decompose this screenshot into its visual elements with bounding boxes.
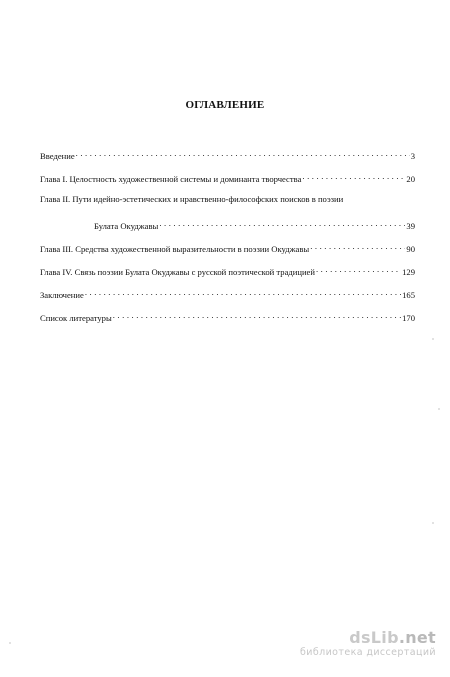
toc-entry-title: Булата Окуджавы	[94, 221, 159, 231]
scan-speck	[432, 522, 434, 524]
toc-entry	[40, 264, 415, 278]
toc-entry	[40, 194, 415, 205]
scan-speck	[432, 338, 434, 340]
toc-entry	[40, 241, 415, 255]
toc-entry-page: 20	[406, 174, 415, 184]
toc-entry-title: Глава IV. Связь поэзии Булата Окуджавы с русской поэтической традицией	[40, 267, 315, 277]
toc-entry	[40, 171, 415, 185]
toc-leader-dots	[76, 148, 410, 159]
toc-leader-dots	[85, 287, 401, 298]
scan-speck	[9, 642, 11, 644]
toc-entry-title: Заключение	[40, 290, 84, 300]
toc-entry-title: Введение	[40, 151, 75, 161]
toc-entry-title: Список литературы	[40, 313, 112, 323]
dslib-watermark	[300, 629, 436, 659]
toc-entry-page: 165	[402, 290, 415, 300]
toc-leader-dots	[310, 241, 405, 252]
toc-entry-title: Глава III. Средства художественной выразительности в поэзии Окуджавы	[40, 244, 310, 254]
toc-entry-title: Глава I. Целостность художественной системы и доминанта творчества	[40, 174, 302, 184]
toc-leader-dots	[159, 218, 405, 229]
toc-leader-dots	[302, 171, 405, 182]
toc-entry	[40, 218, 415, 232]
toc-entry-page: 170	[402, 313, 415, 323]
toc-entry-page: 129	[402, 267, 415, 277]
toc-leader-dots	[316, 264, 401, 275]
toc-entry-page: 39	[406, 221, 415, 231]
toc-entry	[40, 287, 415, 301]
toc-entry	[40, 310, 415, 324]
watermark-subtitle: библиотека диссертаций	[300, 647, 436, 658]
toc-entry-title: Глава II. Пути идейно-эстетических и нравственно-философских поисков в поэзии	[40, 194, 344, 204]
watermark-logo: dsLib.net	[349, 628, 436, 647]
toc-entry	[40, 148, 415, 162]
scan-speck	[438, 408, 440, 410]
toc-title: ОГЛАВЛЕНИЕ	[185, 99, 265, 111]
toc-leader-dots	[113, 310, 401, 321]
toc-entry-page: 90	[406, 244, 415, 254]
toc-entry-page: 3	[410, 151, 415, 161]
